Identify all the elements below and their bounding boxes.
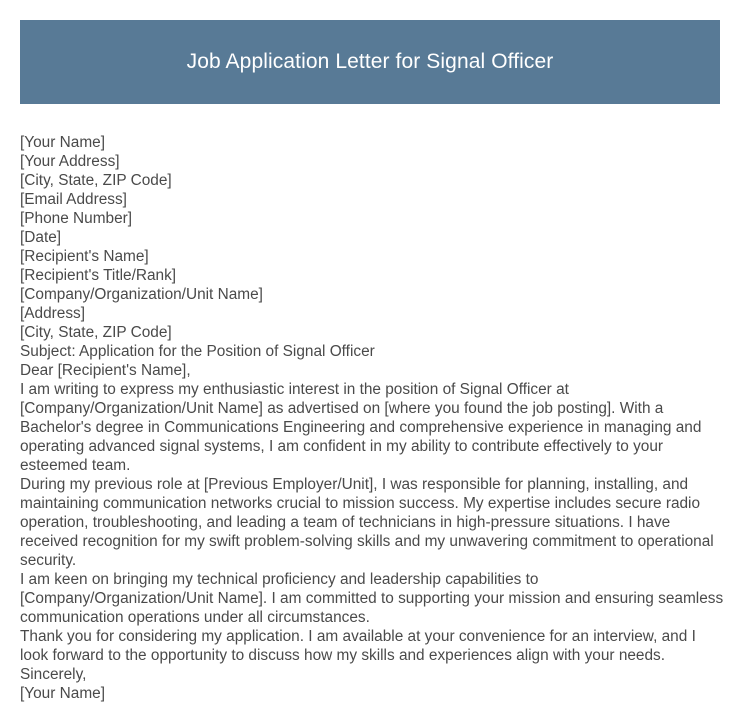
recipient-city-state-zip: [City, State, ZIP Code] — [20, 324, 172, 341]
letter-signature: [Your Name] — [20, 685, 105, 702]
page-title: Job Application Letter for Signal Officer — [186, 50, 554, 73]
sender-name: [Your Name] — [20, 134, 105, 151]
letter-closing: Sincerely, — [20, 666, 87, 683]
letter-paragraph-4: Thank you for considering my application. I am available at your convenience for an interview, and I look forward to the opportunity to discuss how my skills and experiences align with your needs. — [20, 628, 696, 664]
letter-date: [Date] — [20, 229, 62, 246]
letter-paragraph-2: During my previous role at [Previous Employer/Unit], I was responsible for planning, installing, and maintaining communication networks crucial to mission success. My expertise includes secure radio operation, troubleshooting, and leading a team of technicians in high-pressure situations. I have received recognition for my swift problem-solving skills and my unwavering commitment to operational security. — [20, 476, 714, 569]
letter-subject: Subject: Application for the Position of Signal Officer — [20, 343, 375, 360]
recipient-name: [Recipient's Name] — [20, 248, 149, 265]
sender-address: [Your Address] — [20, 153, 120, 170]
sender-phone: [Phone Number] — [20, 210, 133, 227]
header-banner — [20, 20, 720, 104]
recipient-organization: [Company/Organization/Unit Name] — [20, 286, 263, 303]
letter-paragraph-1: I am writing to express my enthusiastic interest in the position of Signal Officer at [Company/Organization/Unit Name] as advertised on [where you found the job posting]. With a Bachelor's degree in Communications Engineering and comprehensive experience in managing and operating advanced signal systems, I am confident in my ability to contribute effectively to your esteemed team. — [20, 381, 702, 474]
recipient-title: [Recipient's Title/Rank] — [20, 267, 177, 284]
letter-salutation: Dear [Recipient's Name], — [20, 362, 191, 379]
recipient-address: [Address] — [20, 305, 86, 322]
letter-body — [20, 133, 728, 703]
sender-email: [Email Address] — [20, 191, 127, 208]
sender-city-state-zip: [City, State, ZIP Code] — [20, 172, 172, 189]
letter-paragraph-3: I am keen on bringing my technical proficiency and leadership capabilities to [Company/Organization/Unit Name]. I am committed to supporting your mission and ensuring seamless communication operations under all circumstances. — [20, 571, 724, 626]
